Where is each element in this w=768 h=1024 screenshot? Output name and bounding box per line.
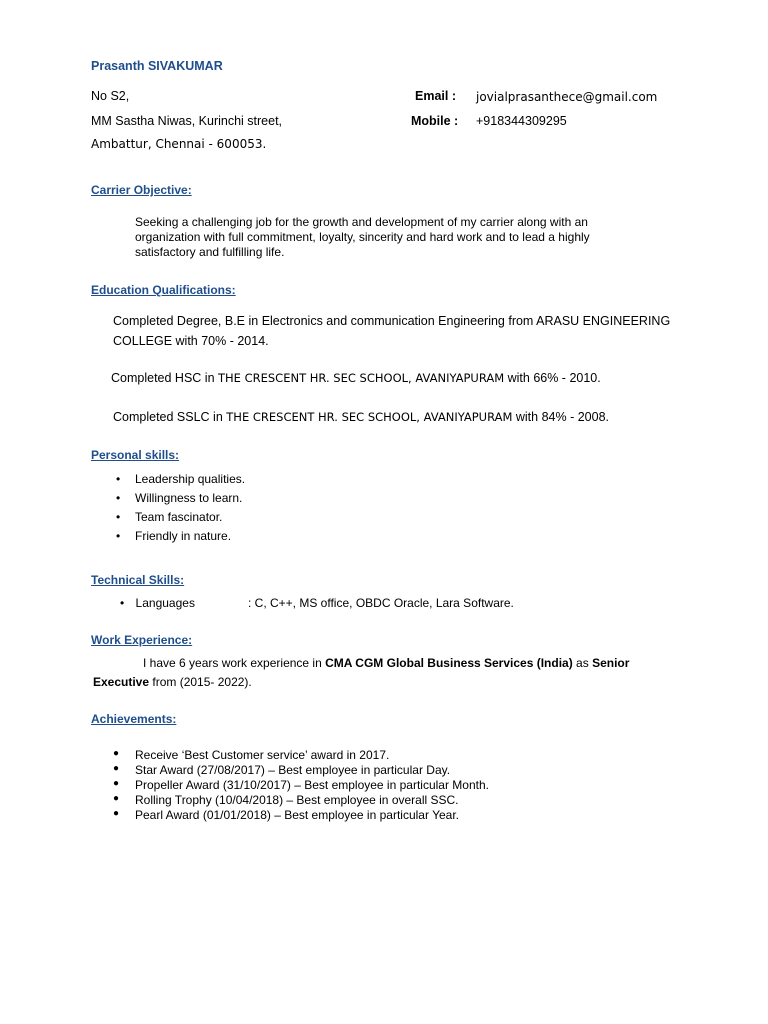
list-item [113, 808, 489, 823]
bullet-icon: ● [113, 808, 120, 819]
work-text-1: I have 6 years work experience in [143, 656, 326, 670]
bullet-icon: • [116, 529, 121, 543]
hsc-school: THE CRESCENT HR. SEC SCHOOL, AVANIYAPURAM [218, 371, 505, 385]
bullet-icon: • [120, 596, 125, 610]
list-item [116, 491, 245, 510]
skill-text: Leadership qualities. [135, 472, 246, 486]
achievements-heading: Achievements: [91, 712, 177, 726]
skill-text: Friendly in nature. [135, 529, 232, 543]
address-line-1: No S2, [91, 89, 130, 103]
email-value: jovialprasanthece@gmail.com [476, 90, 658, 104]
achievement-text: Propeller Award (31/10/2017) – Best employee in particular Month. [135, 778, 489, 792]
skill-text: Willingness to learn. [135, 491, 243, 505]
objective-text: Seeking a challenging job for the growth and development of my carrier along with an organization with full commitment, loyalty, sincerity and hard work and to lead a highly satisfactory and fulfilling life. [135, 215, 590, 259]
work-role-1: Senior [592, 656, 630, 670]
achievements-list [113, 748, 489, 823]
skill-text: Team fascinator. [135, 510, 223, 524]
technical-skills-row [120, 596, 514, 610]
personal-skills-list [116, 472, 245, 548]
address-line-2: MM Sastha Niwas, Kurinchi street, [91, 114, 283, 128]
work-line-1 [143, 654, 629, 673]
sslc-prefix: Completed SSLC in [113, 410, 227, 424]
bullet-icon: • [116, 472, 121, 486]
objective-heading: Carrier Objective: [91, 183, 192, 197]
achievement-text: Rolling Trophy (10/04/2018) – Best employee in overall SSC. [135, 793, 459, 807]
work-line-2 [93, 673, 252, 692]
list-item [113, 778, 489, 793]
list-item [116, 529, 245, 548]
work-text-2: as [572, 656, 593, 670]
bullet-icon: • [116, 510, 121, 524]
list-item [113, 793, 489, 808]
mobile-label: Mobile : [411, 114, 459, 128]
education-heading: Education Qualifications: [91, 283, 236, 297]
list-item [116, 472, 245, 491]
bullet-icon: ● [113, 763, 120, 774]
hsc-suffix: with 66% - 2010. [504, 371, 601, 385]
degree-line-1: Completed Degree, B.E in Electronics and communication Engineering from ARASU ENGINEERING [113, 314, 671, 328]
bullet-icon: ● [113, 793, 120, 804]
work-company: CMA CGM Global Business Services (India) [325, 656, 573, 670]
bullet-icon: ● [113, 778, 120, 789]
work-experience-heading: Work Experience: [91, 633, 193, 647]
list-item [116, 510, 245, 529]
achievement-text: Pearl Award (01/01/2018) – Best employee in particular Year. [135, 808, 459, 822]
bullet-icon: ● [113, 748, 120, 759]
education-degree [113, 311, 670, 351]
sslc-suffix: with 84% - 2008. [512, 410, 609, 424]
degree-line-2: COLLEGE with 70% - 2014. [113, 334, 269, 348]
email-label: Email : [415, 89, 456, 103]
address-line-3: Ambattur, Chennai - 600053. [91, 137, 267, 151]
list-item [113, 748, 489, 763]
bullet-icon: • [116, 491, 121, 505]
tech-value: : C, C++, MS office, OBDC Oracle, Lara Software. [248, 596, 514, 610]
sslc-school: THE CRESCENT HR. SEC SCHOOL, AVANIYAPURAM [226, 410, 513, 424]
candidate-name: Prasanth SIVAKUMAR [91, 59, 223, 73]
tech-label: Languages [135, 596, 195, 610]
list-item [113, 763, 489, 778]
education-hsc [111, 368, 601, 388]
achievement-text: Receive ‘Best Customer service’ award in 2017. [135, 748, 390, 762]
mobile-value: +918344309295 [476, 114, 567, 128]
hsc-prefix: Completed HSC in [111, 371, 218, 385]
achievement-text: Star Award (27/08/2017) – Best employee in particular Day. [135, 763, 451, 777]
work-text-3: from (2015- 2022). [149, 675, 252, 689]
personal-skills-heading: Personal skills: [91, 448, 180, 462]
work-role-2: Executive [93, 675, 150, 689]
education-sslc [113, 407, 609, 427]
technical-skills-heading: Technical Skills: [91, 573, 185, 587]
